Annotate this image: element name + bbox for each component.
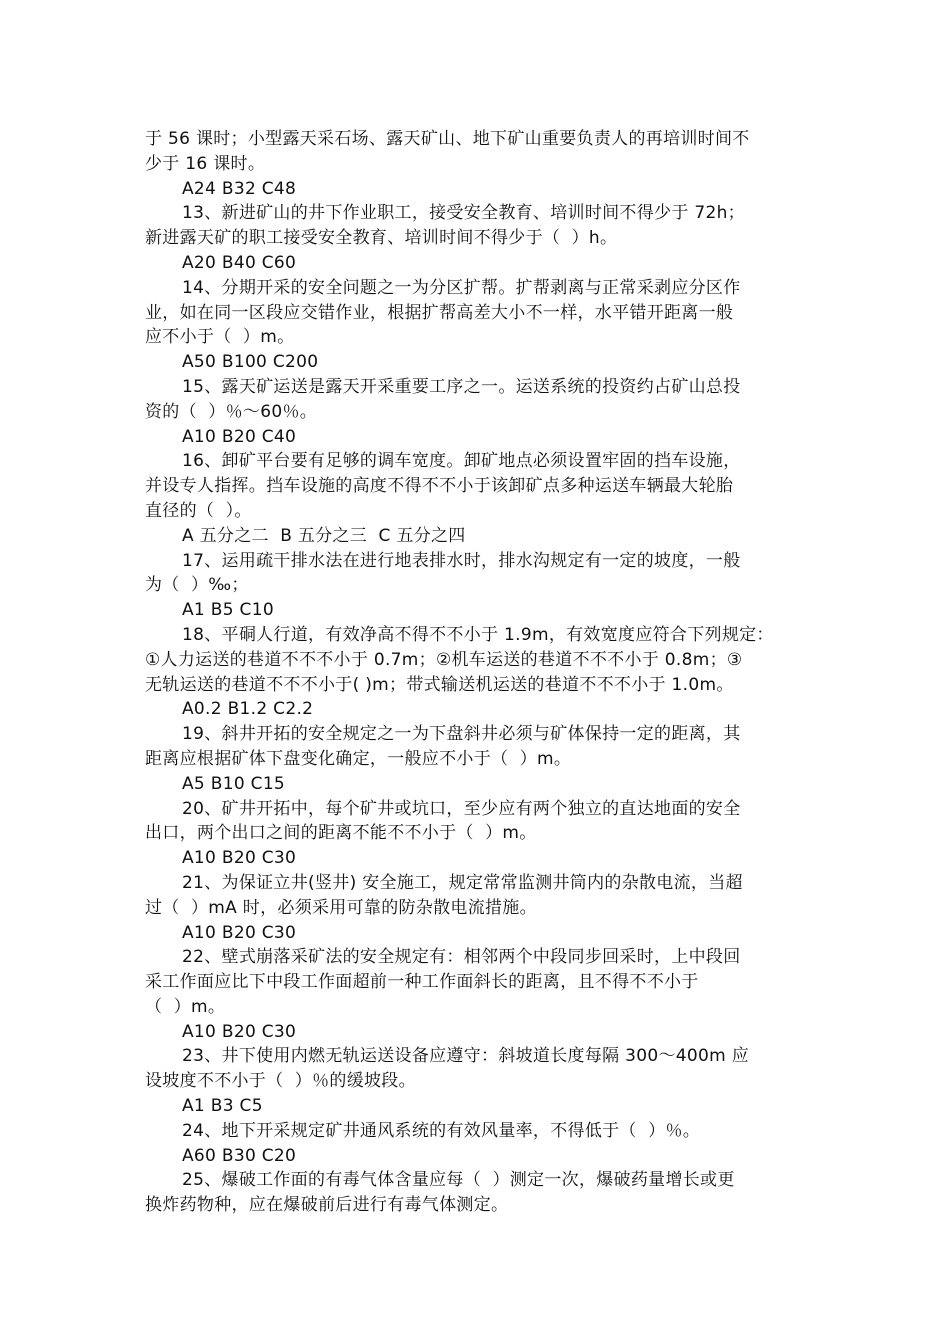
text-line: 22、壁式崩落采矿法的安全规定有：相邻两个中段同步回采时，上中段回 bbox=[182, 947, 741, 968]
text-line: 直径的（ ）。 bbox=[145, 500, 252, 521]
text-line: 换炸药物种，应在爆破前后进行有毒气体测定。 bbox=[145, 1195, 509, 1216]
text-line: 19、斜井开拓的安全规定之一为下盘斜井必须与矿体保持一定的距离，其 bbox=[182, 724, 741, 745]
text-line: A10 B20 C40 bbox=[182, 426, 297, 447]
text-line: 距离应根据矿体下盘变化确定，一般应不小于（ ）m。 bbox=[145, 748, 572, 769]
text-line: 16、卸矿平台要有足够的调车宽度。卸矿地点必须设置牢固的挡车设施， bbox=[182, 451, 741, 472]
text-line: 并设专人指挥。挡车设施的高度不得不不小于该卸矿点多种运送车辆最大轮胎 bbox=[145, 476, 734, 497]
text-line: A5 B10 C15 bbox=[182, 773, 286, 794]
text-line: A60 B30 C20 bbox=[182, 1145, 297, 1166]
text-line: A0.2 B1.2 C2.2 bbox=[182, 699, 314, 720]
text-line: A10 B20 C30 bbox=[182, 1021, 297, 1042]
text-line: 少于 16 课时。 bbox=[145, 153, 266, 174]
text-line: 应不小于（ ）m。 bbox=[145, 327, 295, 348]
text-line: 25、爆破工作面的有毒气体含量应每（ ）测定一次，爆破药量增长或更 bbox=[182, 1170, 735, 1191]
text-line: （ ）m。 bbox=[145, 996, 226, 1017]
text-line: 20、矿井开拓中，每个矿井或坑口，至少应有两个独立的直达地面的安全 bbox=[182, 798, 741, 819]
text-line: 采工作面应比下中段工作面超前一种工作面斜长的距离，且不得不不小于 bbox=[145, 972, 699, 993]
text-line: 资的（ ）％～60％。 bbox=[145, 401, 318, 422]
text-line: A1 B5 C10 bbox=[182, 600, 274, 621]
text-line: 出口，两个出口之间的距离不能不不小于（ ）m。 bbox=[145, 823, 537, 844]
text-line: 23、井下使用内燃无轨运送设备应遵守：斜坡道长度每隔 300～400m 应 bbox=[182, 1046, 749, 1067]
text-line: 18、平硐人行道，有效净高不得不不小于 1.9m，有效宽度应符合下列规定： bbox=[182, 624, 774, 645]
text-line: A10 B20 C30 bbox=[182, 922, 297, 943]
text-line: A1 B3 C5 bbox=[182, 1096, 263, 1117]
text-line: 14、分期开采的安全问题之一为分区扩帮。扩帮剥离与正常采剥应分区作 bbox=[182, 277, 741, 298]
text-line: 过（ ）mA 时，必须采用可靠的防杂散电流措施。 bbox=[145, 897, 537, 918]
text-line: A20 B40 C60 bbox=[182, 252, 297, 273]
text-line: 13、新进矿山的井下作业职工，接受安全教育、培训时间不得少于 72h； bbox=[182, 203, 745, 224]
text-line: ①人力运送的巷道不不不小于 0.7m；②机车运送的巷道不不不小于 0.8m；③ bbox=[145, 649, 743, 670]
text-line: 为（ ）‰； bbox=[145, 575, 249, 596]
document-page bbox=[145, 127, 810, 1218]
text-line: 新进露天矿的职工接受安全教育、培训时间不得少于（ ）h。 bbox=[145, 228, 618, 249]
text-line: 业，如在同一区段应交错作业，根据扩帮高差大小不一样，水平错开距离一般 bbox=[145, 302, 734, 323]
text-line: 17、运用疏干排水法在进行地表排水时，排水沟规定有一定的坡度，一般 bbox=[182, 550, 741, 571]
text-line: 于 56 课时；小型露天采石场、露天矿山、地下矿山重要负责人的再培训时间不 bbox=[145, 129, 750, 149]
text-line: 无轨运送的巷道不不不小于( )m；带式输送机运送的巷道不不不小于 1.0m。 bbox=[145, 674, 734, 695]
text-line: A50 B100 C200 bbox=[182, 352, 319, 373]
text-line: A10 B20 C30 bbox=[182, 848, 297, 869]
text-line: 设坡度不不小于（ ）％的缓坡段。 bbox=[145, 1071, 416, 1092]
text-line: 15、露天矿运送是露天开采重要工序之一。运送系统的投资约占矿山总投 bbox=[182, 376, 741, 397]
text-line: A24 B32 C48 bbox=[182, 178, 297, 199]
text-line: 24、地下开采规定矿井通风系统的有效风量率，不得低于（ ）％。 bbox=[182, 1120, 701, 1141]
text-line: 21、为保证立井(竖井) 安全施工，规定常常监测井筒内的杂散电流，当超 bbox=[182, 872, 743, 893]
text-line: A 五分之二 B 五分之三 C 五分之四 bbox=[182, 525, 466, 546]
